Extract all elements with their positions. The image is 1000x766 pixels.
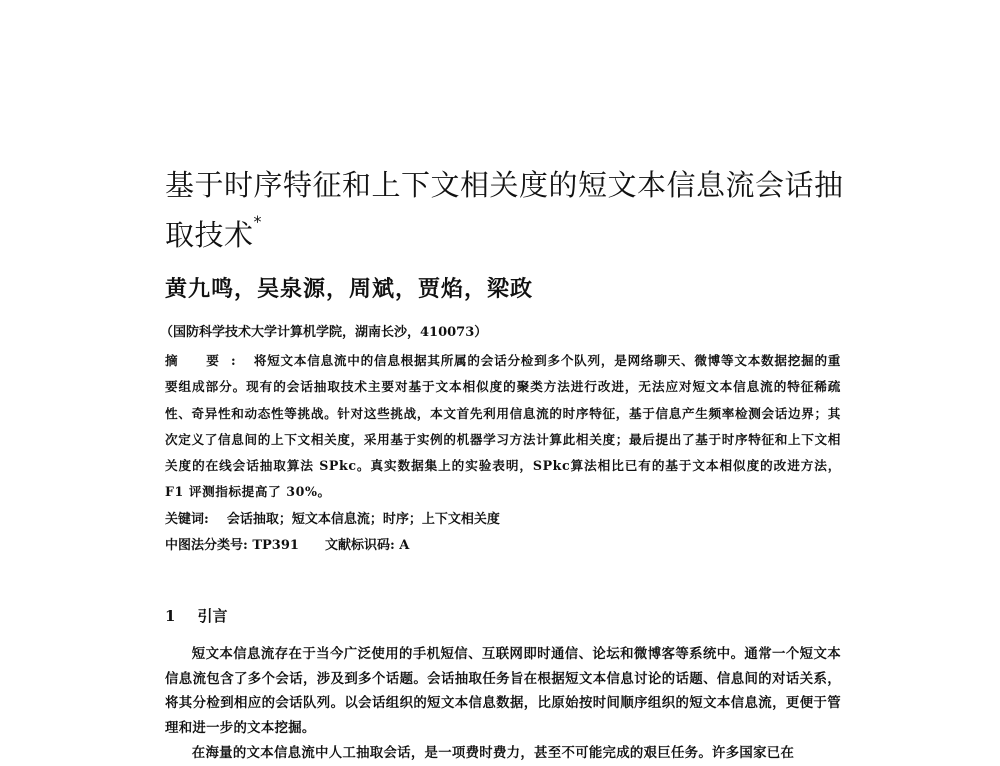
keywords-label: 关键词:	[165, 512, 209, 527]
paper-title	[165, 160, 855, 265]
clc-value: TP391	[252, 538, 299, 553]
section-heading	[165, 605, 227, 626]
section-title: 引言	[197, 607, 228, 625]
section-body	[165, 642, 841, 766]
paper-title-text: 基于时序特征和上下文相关度的短文本信息流会话抽取技术	[165, 168, 844, 252]
body-paragraph: 在海量的文本信息流中人工抽取会话，是一项费时费力，甚至不可能完成的艰巨任务。许多国家已在	[191, 744, 795, 761]
classification-line	[165, 534, 409, 553]
doc-code-value: A	[399, 538, 410, 553]
body-paragraph: 短文本信息流存在于当今广泛使用的手机短信、互联网即时通信、论坛和微博客等系统中。通常一个短文本信息流包含了多个会话，涉及到多个话题。会话抽取任务旨在根据短文本信息讨论的话题、信息间的对话关系，将其分检到相应的会话队列。以会话组织的短文本信息数据，比原始按时间顺序组织的短文本信息流，更便于管理和进一步的文本挖掘。	[165, 646, 841, 737]
abstract-text: 将短文本信息流中的信息根据其所属的会话分检到多个队列，是网络聊天、微博等文本数据挖掘的重要组成部分。现有的会话抽取技术主要对基于文本相似度的聚类方法进行改进，无法应对短文本信息流的特征稀疏性、奇异性和动态性等挑战。针对这些挑战，本文首先利用信息流的时序特征，基于信息产生频率检测会话边界；其次定义了信息间的上下文相关度，采用基于实例的机器学习方法计算此相关度；最后提出了基于时序特征和上下文相关度的在线会话抽取算法 SPkc。真实数据集上的实验表明，SPkc算法相比已有的基于文本相似度的改进方法，F1 评测指标提高了 30%。	[165, 353, 841, 500]
abstract-label: 摘 要:	[165, 353, 248, 368]
author-list: 黄九鸣，吴泉源，周斌，贾焰，梁政	[165, 276, 534, 302]
affiliation: （国防科学技术大学计算机学院，湖南长沙，410073）	[160, 325, 488, 340]
section-number: 1	[165, 607, 176, 625]
keywords	[165, 508, 500, 527]
title-footnote-marker: *	[253, 212, 263, 231]
clc-label: 中图法分类号:	[165, 538, 248, 553]
doc-code-label: 文献标识码:	[324, 538, 395, 553]
keywords-text: 会话抽取；短文本信息流；时序；上下文相关度	[226, 512, 500, 527]
abstract	[165, 348, 841, 506]
